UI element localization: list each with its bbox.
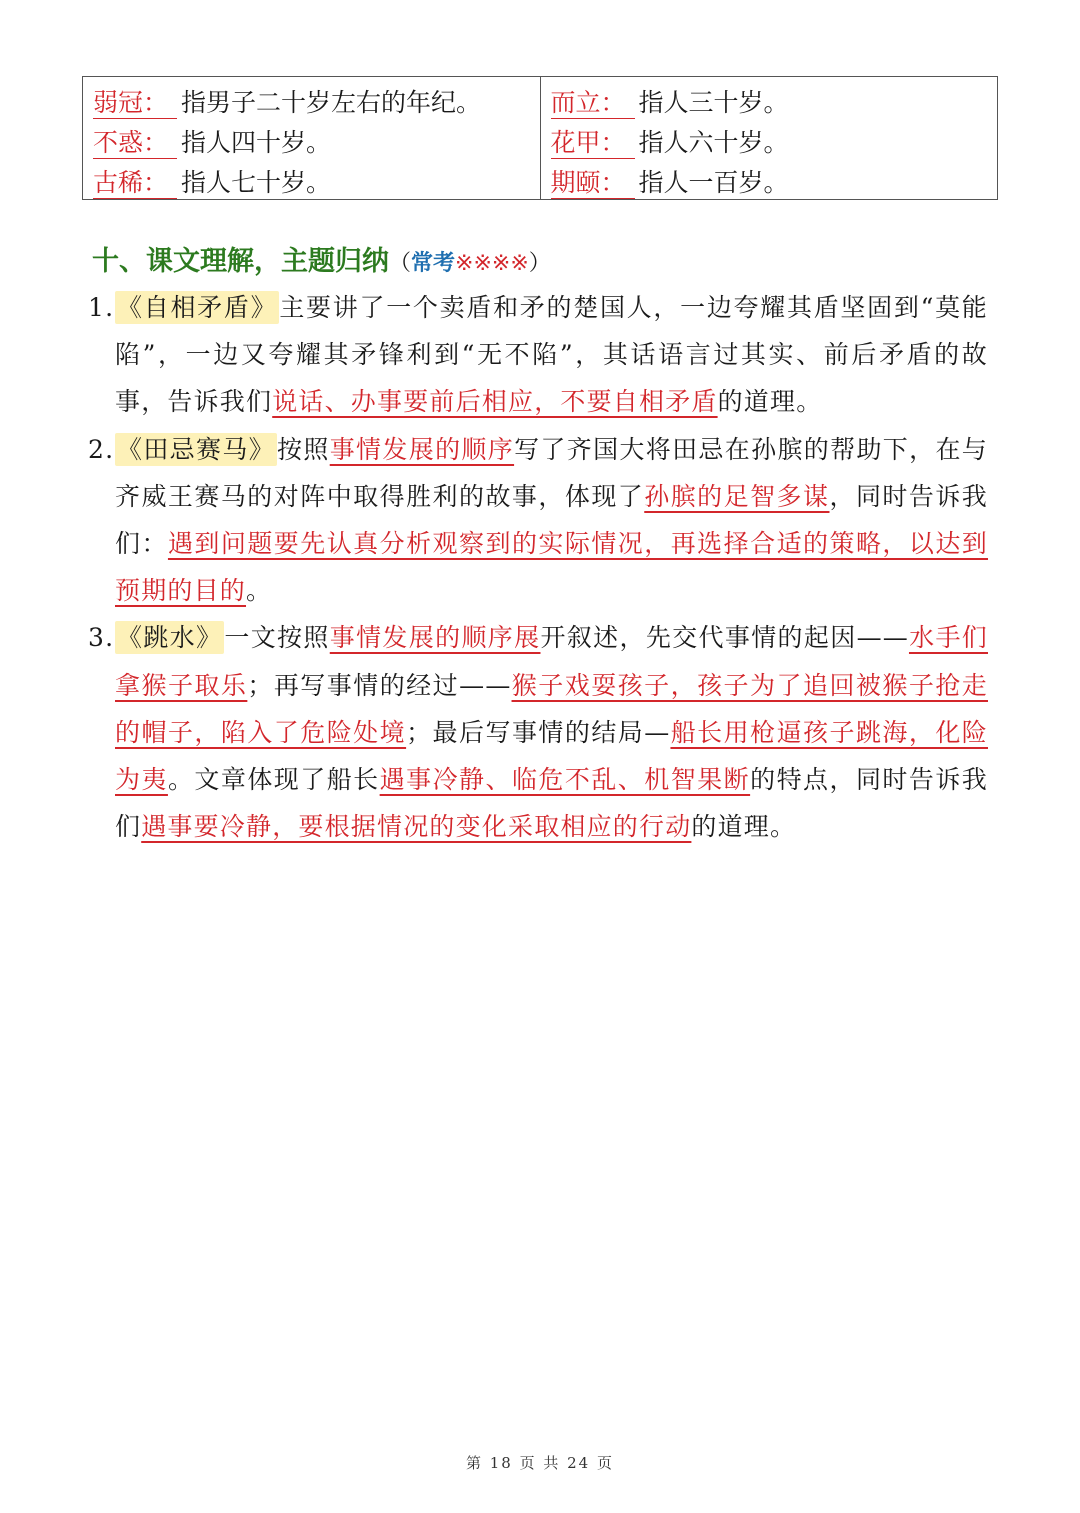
age-definition: 指人七十岁。: [181, 168, 332, 197]
age-definition: 指男子二十岁左右的年纪。: [181, 88, 482, 117]
item-text: 主要讲了一个卖盾和矛的楚国人，一边夸耀其盾坚固到“莫能陷”，一边又夸耀其矛锋利到“无不陷”，其话语言过其实、前后矛盾的故事，告诉我们: [115, 293, 989, 417]
item-text: 一文按照: [224, 623, 330, 653]
item-number: 1.: [88, 293, 115, 322]
item-text: 。文章体现了船长: [167, 765, 380, 795]
answer-highlight: 遇到问题要先认真分析观察到的实际情况，再选择合适的策略，以达到预期的目的: [115, 529, 989, 606]
answer-highlight: 遇事要冷静，要根据情况的变化采取相应的行动: [141, 812, 692, 842]
item-text: 的道理。: [691, 812, 797, 842]
answer-highlight: 水手们拿猴子取乐: [115, 623, 988, 700]
answer-highlight: 事情发展的顺序展: [329, 623, 541, 653]
age-term: 不惑：: [93, 128, 177, 159]
answer-highlight: 说话、办事要前后相应，不要自相矛盾: [272, 387, 718, 417]
age-terms-left-column: [83, 77, 540, 199]
summary-list: [88, 284, 988, 850]
age-definition: 指人一百岁。: [638, 168, 789, 197]
age-term-row: [551, 83, 998, 123]
item-text: ，同时告诉我们：: [115, 481, 988, 559]
item-text: ；再写事情的经过——: [247, 670, 512, 700]
age-term-row: [93, 83, 540, 123]
age-term-row: [93, 123, 540, 163]
page-number-footer: 第 18 页 共 24 页: [465, 1454, 614, 1472]
book-title: 《田忌赛马》: [117, 434, 276, 464]
summary-item-1: [88, 284, 988, 426]
answer-highlight: 事情发展的顺序: [329, 434, 515, 464]
item-text: 写了齐国大将田忌在孙膑的帮助下，在与齐威王赛马的对阵中取得胜利的故事，体现了: [115, 434, 989, 511]
note-open-paren: （: [389, 251, 412, 276]
item-text: 的道理。: [717, 387, 823, 417]
item-text: 开叙述，先交代事情的起因——: [540, 623, 909, 653]
age-definition: 指人四十岁。: [181, 128, 332, 157]
book-title: 《跳水》: [117, 623, 223, 653]
summary-item-2: [88, 426, 988, 615]
note-close-paren: ）: [528, 251, 551, 276]
age-term-row: [551, 163, 998, 203]
item-text: ；最后写事情的结局—: [406, 717, 671, 747]
summary-item-3: [88, 614, 988, 850]
age-term-row: [551, 123, 998, 163]
age-term: 花甲：: [551, 128, 635, 159]
age-definition: 指人六十岁。: [638, 128, 789, 157]
answer-highlight: 船长用枪逼孩子跳海，化险为夷: [115, 717, 988, 795]
age-term-row: [93, 163, 540, 203]
frequency-label: 常考: [411, 250, 456, 276]
item-text: 。: [246, 576, 273, 606]
answer-highlight: 孙膑的足智多谋: [644, 481, 830, 511]
age-definition: 指人三十岁。: [638, 88, 789, 117]
book-title: 《自相矛盾》: [117, 293, 278, 322]
age-term: 古稀：: [93, 168, 177, 199]
frequency-stars: ※※※※: [455, 251, 529, 276]
item-number: 2.: [88, 434, 115, 464]
item-text: 按照: [277, 434, 330, 464]
age-term: 期颐：: [551, 168, 635, 199]
age-term: 弱冠：: [93, 88, 177, 119]
answer-highlight: 遇事冷静、临危不乱、机智果断: [379, 765, 751, 795]
answer-highlight: 猴子戏耍孩子，孩子为了追回被猴子抢走的帽子，陷入了危险处境: [115, 670, 988, 747]
item-text: 的特点，同时告诉我们: [115, 765, 989, 842]
age-terms-table: [82, 76, 998, 200]
section-title: 十、课文理解，主题归纳: [92, 246, 389, 277]
item-number: 3.: [88, 623, 115, 653]
section-heading: [92, 242, 551, 284]
exam-frequency-note: [389, 251, 551, 276]
age-term: 而立：: [551, 88, 635, 119]
age-terms-right-column: [540, 77, 998, 199]
